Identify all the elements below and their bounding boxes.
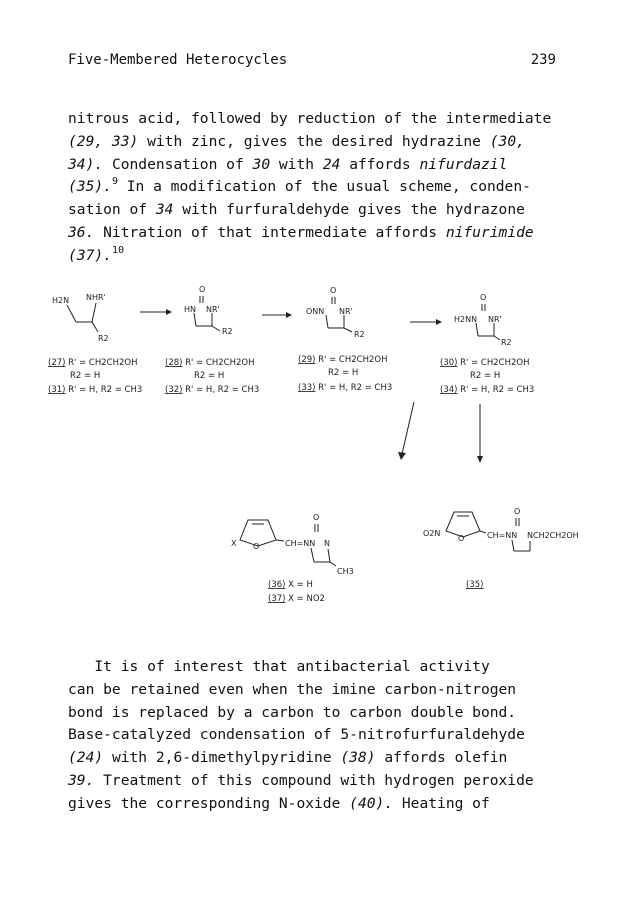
svg-text:N: N <box>324 539 330 548</box>
svg-text:H2NN: H2NN <box>454 315 478 324</box>
page-number: 239 <box>530 52 556 68</box>
structure-29 <box>306 286 365 339</box>
structure-36 <box>231 513 354 576</box>
label-35: (35) <box>466 580 484 590</box>
svg-text:R2: R2 <box>354 330 365 339</box>
structure-28 <box>184 285 233 336</box>
structure-35 <box>423 507 579 551</box>
svg-text:O: O <box>313 513 320 522</box>
svg-text:CH3: CH3 <box>337 567 354 576</box>
structure-30 <box>454 293 512 347</box>
svg-text:O: O <box>480 293 487 302</box>
svg-text:(37) X = NO2: (37) X = NO2 <box>268 594 325 604</box>
svg-text:(28) R' = CH2CH2OH: (28) R' = CH2CH2OH <box>165 358 255 368</box>
svg-text:(31) R' = H, R2 = CH3: (31) R' = H, R2 = CH3 <box>48 385 143 395</box>
svg-text:(29) R' = CH2CH2OH: (29) R' = CH2CH2OH <box>298 355 388 365</box>
svg-text:CH=NN: CH=NN <box>487 531 518 540</box>
svg-text:(32) R' = H, R2 = CH3: (32) R' = H, R2 = CH3 <box>165 385 260 395</box>
svg-text:(34) R' = H, R2 = CH3: (34) R' = H, R2 = CH3 <box>440 385 535 395</box>
svg-text:NR': NR' <box>488 315 502 324</box>
paragraph-2 <box>68 656 578 816</box>
svg-text:O: O <box>199 285 206 294</box>
svg-text:NR': NR' <box>339 307 353 316</box>
svg-text:ONN: ONN <box>306 307 325 316</box>
svg-text:R2 = H: R2 = H <box>470 371 501 381</box>
p2-line-2: can be retained even when the imine carbon-nitrogen <box>68 680 517 698</box>
atom-nhr: NHR' <box>86 293 106 302</box>
svg-text:O: O <box>253 542 260 551</box>
running-title: Five-Membered Heterocycles <box>68 52 288 68</box>
labels-36-37 <box>268 580 325 604</box>
p1-line-5: sation of 34 with furfuraldehyde gives the hydrazone <box>68 201 525 219</box>
svg-text:O: O <box>458 534 465 543</box>
svg-text:X: X <box>231 539 237 548</box>
svg-text:R2 = H: R2 = H <box>328 368 359 378</box>
svg-text:R2: R2 <box>501 338 512 347</box>
p2-line-3: bond is replaced by a carbon to carbon double bond. <box>68 703 517 721</box>
svg-text:HN: HN <box>184 305 196 314</box>
structure-27 <box>52 293 109 343</box>
p2-line-1: It is of interest that antibacterial activity <box>94 658 490 675</box>
p1-line-3: 34). Condensation of 30 with 24 affords nifurdazil <box>68 155 508 173</box>
p1-line-6: 36. Nitration of that intermediate affords nifurimide <box>68 223 534 241</box>
structure-labels <box>48 355 534 395</box>
p2-line-7: gives the corresponding N-oxide (40). Heating of <box>68 794 490 812</box>
svg-text:R2 = H: R2 = H <box>194 371 225 381</box>
p1-line-1: nitrous acid, followed by reduction of the intermediate <box>68 110 552 127</box>
p2-line-6: 39. Treatment of this compound with hydrogen peroxide <box>68 771 534 789</box>
svg-text:(27) R' = CH2CH2OH: (27) R' = CH2CH2OH <box>48 358 138 368</box>
p2-line-5: (24) with 2,6-dimethylpyridine (38) affords olefin <box>68 749 508 767</box>
svg-text:O: O <box>514 507 521 516</box>
atom-h2n: H2N <box>52 296 70 305</box>
svg-text:NCH2CH2OH: NCH2CH2OH <box>527 531 579 540</box>
svg-text:R2 = H: R2 = H <box>70 371 101 381</box>
svg-text:O2N: O2N <box>423 529 441 538</box>
svg-text:(36) X = H: (36) X = H <box>268 580 313 590</box>
svg-text:NR': NR' <box>206 305 220 314</box>
svg-text:(33) R' = H, R2 = CH3: (33) R' = H, R2 = CH3 <box>298 383 393 393</box>
p1-line-7: (37).$^{10}$ <box>68 244 124 264</box>
p1-line-2: (29, 33) with zinc, gives the desired hydrazine (30, <box>68 132 525 150</box>
svg-text:O: O <box>330 286 337 295</box>
p1-line-4: (35).$^9$ In a modification of the usual scheme, conden- <box>68 176 531 196</box>
svg-text:(30) R' = CH2CH2OH: (30) R' = CH2CH2OH <box>440 358 530 368</box>
svg-text:CH=NN: CH=NN <box>285 539 316 548</box>
p2-line-4: Base-catalyzed condensation of 5-nitrofurfuraldehyde <box>68 726 525 744</box>
atom-r2: R2 <box>98 334 109 343</box>
svg-text:R2: R2 <box>222 327 233 336</box>
